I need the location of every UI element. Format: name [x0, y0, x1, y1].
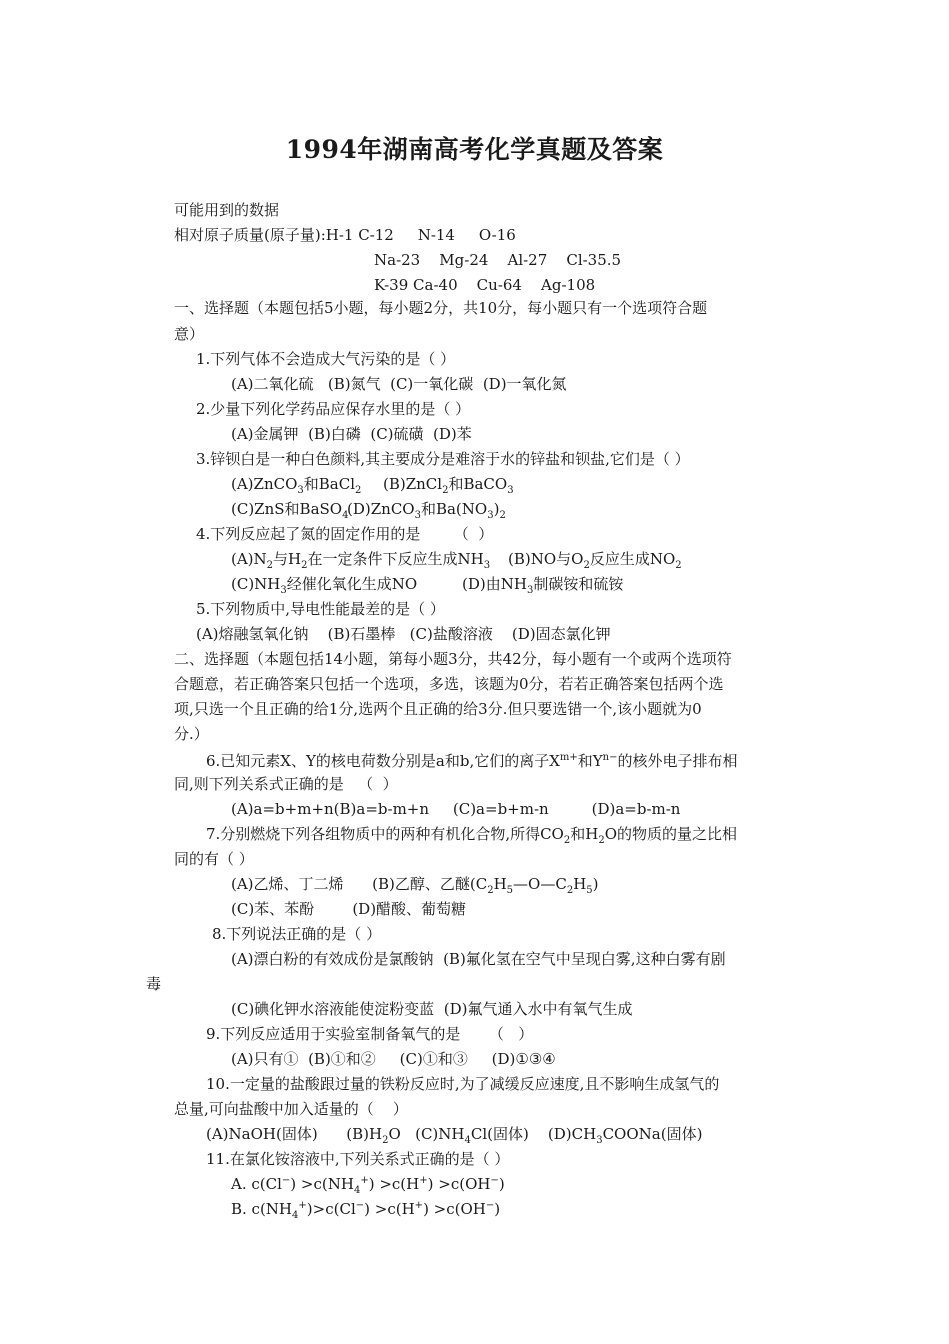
q4-option-d: (D)由$NH_3$制碳铵和硫铵 [462, 575, 624, 596]
q8-stem: 8.下列说法正确的是（ ） [212, 925, 382, 943]
q10-stem-line1: 10.一定量的盐酸跟过量的铁粉反应时,为了减缓反应速度,且不影响生成氢气的 [206, 1075, 720, 1093]
document-title: 1994年湖南高考化学真题及答案 [285, 135, 664, 164]
atomic-mass-row-1: 相对原子质量(原子量):H-1 C-12 N-14 O-16 [174, 226, 516, 244]
q1-stem: 1.下列气体不会造成大气污染的是（ ） [196, 350, 456, 368]
part1-header-line1: 一、选择题（本题包括5小题，每小题2分，共10分，每小题只有一个选项符合题 [174, 299, 708, 317]
q10-stem-line2: 总量,可向盐酸中加入适量的（ ） [174, 1100, 408, 1118]
q5-options: (A)熔融氢氧化钠 (B)石墨棒 (C)盐酸溶液 (D)固态氯化钾 [196, 625, 611, 643]
q8-options-ab: (A)漂白粉的有效成份是氯酸钠 (B)氟化氢在空气中呈现白雾,这种白雾有剧 [231, 950, 726, 968]
q4-stem: 4.下列反应起了氮的固定作用的是 （ ） [196, 525, 494, 543]
q2-stem: 2.少量下列化学药品应保存水里的是（ ） [196, 400, 471, 418]
q9-options: (A)只有① (B)①和② (C)①和③ (D)①③④ [231, 1050, 556, 1068]
q5-stem: 5.下列物质中,导电性能最差的是（ ） [196, 600, 445, 618]
q9-stem: 9.下列反应适用于实验室制备氧气的是 （ ） [206, 1025, 534, 1043]
atomic-mass-row-3: K-39 Ca-40 Cu-64 Ag-108 [374, 276, 596, 294]
q4-option-b: (B)NO与$O_2$反应生成$NO_2$ [508, 550, 682, 571]
q7-options-cd: (C)苯、苯酚 (D)醋酸、葡萄糖 [231, 900, 467, 918]
q6-stem-line1: 6.已知元素X、Y的核电荷数分别是a和b,它们的离子$X^{m+}$和$Y^{n-}$的核外电子排布相 [206, 752, 738, 770]
q10-options: (A)NaOH(固体) $(B)H_2O$ $(C)NH_4Cl$(固体) $(D)CH_3COONa$(固体) [206, 1125, 703, 1146]
q11-stem: 11.在氯化铵溶液中,下列关系式正确的是（ ） [206, 1150, 510, 1168]
part2-header-line2: 合题意，若正确答案只包括一个选项，多选，该题为0分，若若正确答案包括两个选 [174, 675, 724, 693]
q1-options: (A)二氧化硫 (B)氮气 (C)一氧化碳 (D)一氧化氮 [231, 375, 567, 393]
q4-option-c: $(C)NH_3$经催化氧化生成NO [231, 575, 418, 596]
q8-options-cd: (C)碘化钾水溶液能使淀粉变蓝 (D)氟气通入水中有氧气生成 [231, 1000, 633, 1018]
q4-option-a: $(A)N_2$与$H_2$在一定条件下反应生成$NH_3$ [231, 550, 491, 571]
q8-options-wrap: 毒 [146, 975, 162, 993]
data-heading: 可能用到的数据 [174, 201, 280, 219]
q7-stem-line2: 同的有（ ） [174, 850, 254, 868]
part2-header-line4: 分.） [174, 725, 209, 743]
q3-option-b: (B)ZnCl$_2$和BaCO$_3$ [383, 475, 514, 496]
q3-option-c: (C)ZnS和BaSO$_4$ [231, 500, 349, 521]
q3-stem: 3.锌钡白是一种白色颜料,其主要成分是难溶于水的锌盐和钡盐,它们是（ ） [196, 450, 690, 468]
q7-stem-line1: 7.分别燃烧下列各组物质中的两种有机化合物,所得$CO_2$和$H_2O$的物质的量之比相 [206, 825, 738, 846]
q6-options: (A)a=b+m+n(B)a=b-m+n (C)a=b+m-n (D)a=b-m-n [231, 800, 681, 818]
q3-option-a: (A)ZnCO$_3$和BaCl$_2$ [231, 475, 362, 496]
part2-header-line3: 项,只选一个且正确的给1分,选两个且正确的给3分.但只要选错一个,该小题就为0 [174, 700, 702, 718]
part2-header-line1: 二、选择题（本题包括14小题，第每小题3分，共42分，每小题有一个或两个选项符 [174, 650, 732, 668]
atomic-mass-row-2: Na-23 Mg-24 Al-27 Cl-35.5 [374, 251, 622, 269]
q11-option-a: A. $c(Cl^-) >c(NH_4^+) >c(H^+) >c(OH^-)$ [231, 1175, 505, 1196]
q6-stem-line2: 同,则下列关系式正确的是 （ ） [174, 775, 398, 793]
q2-options: (A)金属钾 (B)白磷 (C)硫磺 (D)苯 [231, 425, 472, 443]
q3-option-d: (D)ZnCO$_3$和$Ba(NO_3)_2$ [347, 500, 506, 521]
part1-header-line2: 意） [174, 325, 205, 343]
q7-options-ab: (A)乙烯、丁二烯 (B)乙醇、乙醚$(C_2H_5—O—C_2H_5)$ [231, 875, 599, 896]
q11-option-b: B. $c(NH_4^+)>c(Cl^-) >c(H^+) >c(OH^-)$ [231, 1200, 501, 1221]
